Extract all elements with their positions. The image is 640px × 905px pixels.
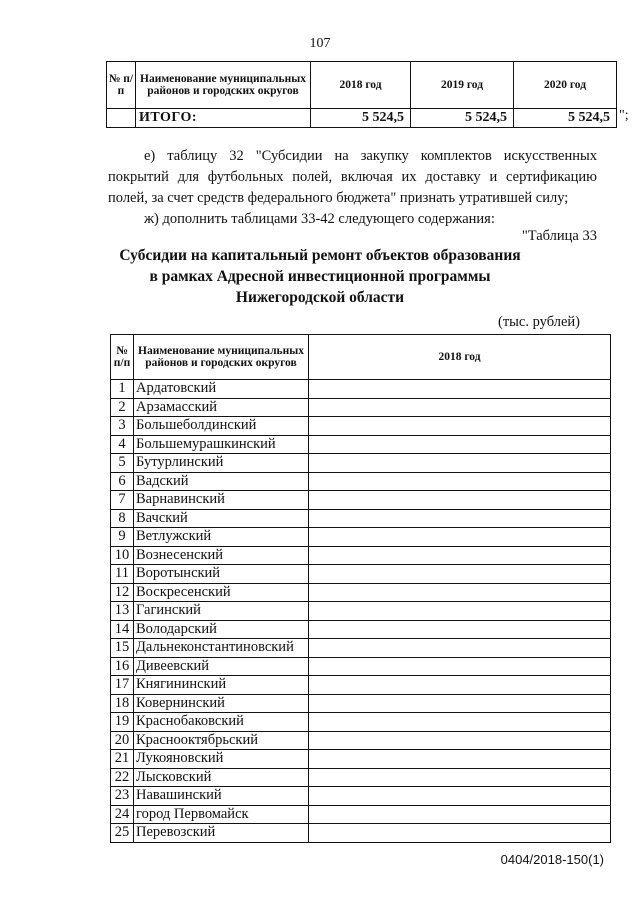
row-number: 16 [111, 657, 134, 676]
document-code: 0404/2018-150(1) [500, 852, 604, 867]
header-name: Наименование муниципальных районов и городских округов [134, 335, 309, 380]
row-name: Гагинский [134, 602, 309, 621]
row-number: 15 [111, 639, 134, 658]
row-value-2018 [309, 491, 611, 510]
row-name: Ветлужский [134, 528, 309, 547]
row-name: Бутурлинский [134, 454, 309, 473]
table-row [111, 472, 611, 491]
row-number: 23 [111, 787, 134, 806]
row-name: Воскресенский [134, 583, 309, 602]
row-number: 24 [111, 805, 134, 824]
row-number: 5 [111, 454, 134, 473]
totals-blank-cell [107, 109, 136, 128]
row-name: Вадский [134, 472, 309, 491]
row-number: 22 [111, 768, 134, 787]
table-row [111, 565, 611, 584]
row-number: 13 [111, 602, 134, 621]
row-name: Володарский [134, 620, 309, 639]
row-name: Перевозский [134, 824, 309, 843]
total-2018: 5 524,5 [311, 109, 411, 128]
table-row [111, 620, 611, 639]
row-number: 21 [111, 750, 134, 769]
table-row [111, 676, 611, 695]
row-value-2018 [309, 472, 611, 491]
row-value-2018 [309, 694, 611, 713]
row-name: Вачский [134, 509, 309, 528]
row-number: 10 [111, 546, 134, 565]
row-number: 17 [111, 676, 134, 695]
header-number: № п/п [107, 62, 136, 109]
table-title-line-1: Субсидии на капитальный ремонт объектов образования [119, 247, 521, 264]
table-caption: "Таблица 33 [521, 228, 597, 244]
row-value-2018 [309, 639, 611, 658]
table-row [111, 417, 611, 436]
header-year-2019: 2019 год [411, 62, 514, 109]
table-row [111, 602, 611, 621]
header-year-2018: 2018 год [311, 62, 411, 109]
row-name: Дивеевский [134, 657, 309, 676]
row-number: 25 [111, 824, 134, 843]
paragraph-e-text: е) таблицу 32 "Субсидии на закупку комплектов искусственных покрытий для футбольных полей, включая их доставку и сертификацию полей, за счет средств федерального бюджета" признать утратившей силу; [108, 148, 597, 206]
table-row [111, 491, 611, 510]
table-row [111, 528, 611, 547]
row-number: 6 [111, 472, 134, 491]
table-row [111, 787, 611, 806]
row-number: 18 [111, 694, 134, 713]
row-number: 14 [111, 620, 134, 639]
subsidy-table-body [111, 380, 611, 843]
row-name: Ковернинский [134, 694, 309, 713]
table-row [111, 639, 611, 658]
row-name: Навашинский [134, 787, 309, 806]
row-value-2018 [309, 824, 611, 843]
table-row [111, 750, 611, 769]
row-name: город Первомайск [134, 805, 309, 824]
closing-quote-mark: "; [619, 108, 629, 123]
row-value-2018 [309, 713, 611, 732]
totals-table [106, 61, 617, 128]
table-title-line-3: Нижегородской области [235, 289, 405, 306]
table-row [111, 380, 611, 399]
units-label: (тыс. рублей) [498, 314, 580, 330]
row-value-2018 [309, 509, 611, 528]
header-name: Наименование муниципальных районов и городских округов [136, 62, 311, 109]
table-row [111, 454, 611, 473]
table-row [111, 657, 611, 676]
page-number: 107 [309, 36, 331, 51]
row-value-2018 [309, 620, 611, 639]
row-number: 19 [111, 713, 134, 732]
row-number: 20 [111, 731, 134, 750]
row-value-2018 [309, 768, 611, 787]
row-value-2018 [309, 602, 611, 621]
row-value-2018 [309, 380, 611, 399]
row-number: 9 [111, 528, 134, 547]
paragraph-e [108, 146, 597, 209]
row-number: 11 [111, 565, 134, 584]
row-value-2018 [309, 750, 611, 769]
row-value-2018 [309, 417, 611, 436]
row-name: Большемурашкинский [134, 435, 309, 454]
row-name: Краснооктябрьский [134, 731, 309, 750]
table-row [111, 583, 611, 602]
header-year-2020: 2020 год [514, 62, 617, 109]
row-value-2018 [309, 398, 611, 417]
table-row [111, 768, 611, 787]
row-value-2018 [309, 546, 611, 565]
row-value-2018 [309, 454, 611, 473]
row-value-2018 [309, 583, 611, 602]
row-name: Большеболдинский [134, 417, 309, 436]
row-name: Лукояновский [134, 750, 309, 769]
row-number: 7 [111, 491, 134, 510]
row-value-2018 [309, 676, 611, 695]
table-row [111, 398, 611, 417]
totals-row [107, 109, 617, 128]
table-row [111, 731, 611, 750]
table-row [111, 824, 611, 843]
row-value-2018 [309, 787, 611, 806]
table-row [111, 546, 611, 565]
row-name: Ардатовский [134, 380, 309, 399]
subsidy-table [110, 334, 611, 843]
row-number: 1 [111, 380, 134, 399]
header-year-2018: 2018 год [309, 335, 611, 380]
total-2020: 5 524,5 [514, 109, 617, 128]
table-row [111, 509, 611, 528]
total-2019: 5 524,5 [411, 109, 514, 128]
subsidy-header-row [111, 335, 611, 380]
table-row [111, 805, 611, 824]
header-number: № п/п [111, 335, 134, 380]
row-value-2018 [309, 805, 611, 824]
table-row [111, 713, 611, 732]
totals-header-row [107, 62, 617, 109]
row-name: Дальнеконстантиновский [134, 639, 309, 658]
row-value-2018 [309, 528, 611, 547]
table-row [111, 435, 611, 454]
row-name: Арзамасский [134, 398, 309, 417]
row-value-2018 [309, 657, 611, 676]
row-number: 2 [111, 398, 134, 417]
row-number: 4 [111, 435, 134, 454]
table-row [111, 694, 611, 713]
row-number: 12 [111, 583, 134, 602]
row-name: Княгининский [134, 676, 309, 695]
row-value-2018 [309, 435, 611, 454]
row-number: 8 [111, 509, 134, 528]
row-value-2018 [309, 565, 611, 584]
row-name: Краснобаковский [134, 713, 309, 732]
row-name: Варнавинский [134, 491, 309, 510]
row-name: Лысковский [134, 768, 309, 787]
row-value-2018 [309, 731, 611, 750]
paragraph-zh [108, 209, 597, 230]
row-name: Воротынский [134, 565, 309, 584]
paragraph-zh-text: ж) дополнить таблицами 33-42 следующего содержания: [144, 211, 495, 227]
row-name: Вознесенский [134, 546, 309, 565]
row-number: 3 [111, 417, 134, 436]
table-title-line-2: в рамках Адресной инвестиционной программы [149, 268, 491, 285]
totals-label: ИТОГО: [136, 109, 311, 128]
table-title [100, 245, 540, 308]
